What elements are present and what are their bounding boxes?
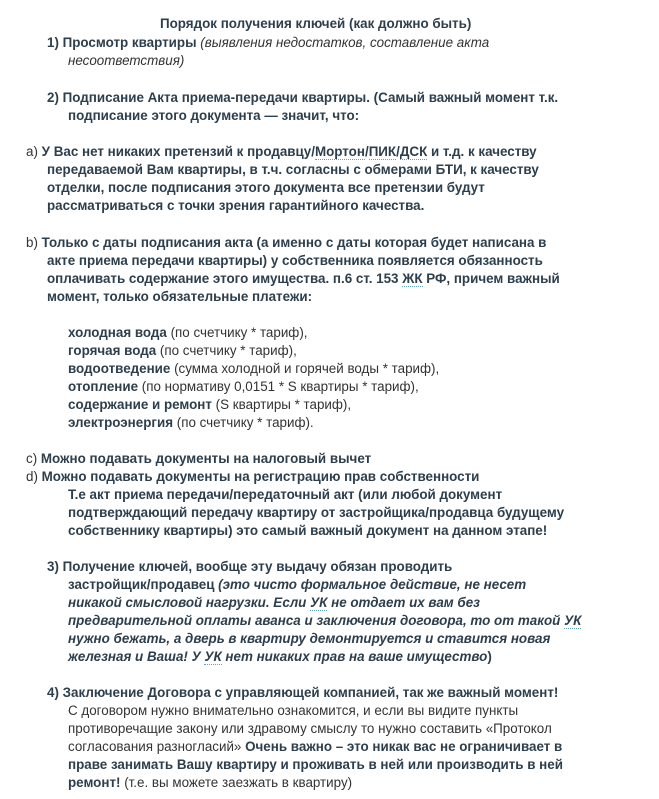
uk-link-3[interactable]: УК bbox=[204, 649, 222, 664]
item-b-line-4: момент, только обязательные платежи: bbox=[47, 289, 313, 304]
step-3-line-3: никакой смысловой нагрузки. Если УК не отдает их вам без bbox=[68, 595, 480, 610]
page-title: Порядок получения ключей (как должно быть) bbox=[160, 16, 472, 31]
item-b-line-3: оплачивать содержание этого имущества. п.6 ст. 153 ЖК РФ, причем важный bbox=[47, 271, 560, 286]
item-b-line-2: акте приема передачи квартиры) у собственника появляется обязанность bbox=[47, 253, 543, 268]
item-b-line-1: b) Только с даты подписания акта (а именно с даты которая будет написана в bbox=[26, 235, 547, 250]
payment-cold-water: холодная вода (по счетчику * тариф), bbox=[68, 325, 308, 340]
item-a-line-3: отделки, после подписания этого документа все претензии будут bbox=[47, 180, 485, 195]
step-2-line-2: подписание этого документа — значит, что: bbox=[68, 108, 360, 123]
item-d-line-1: d) Можно подавать документы на регистрацию прав собственности bbox=[26, 469, 480, 484]
item-d-line-2: Т.е акт приема передачи/передаточный акт (или любой документ bbox=[68, 487, 503, 502]
step-3-line-2: застройщик/продавец (это чисто формальное действие, не несет bbox=[68, 577, 527, 592]
step-4-line-5: праве занимать Вашу квартиру и проживать в ней или производить в ней bbox=[68, 757, 563, 772]
step-3-line-1: 3) Получение ключей, вообще эту выдачу обязан проводить bbox=[47, 559, 453, 574]
step-3-line-6: железная и Ваша! У УК нет никаких прав на ваше имущество) bbox=[68, 649, 492, 664]
step-3-line-4: предварительной оплаты аванса и заключения договора, то от такой УК bbox=[68, 613, 582, 628]
pik-link[interactable]: ПИК bbox=[368, 144, 397, 159]
step-3-line-5: нужно бежать, а дверь в квартиру демонтируется и ставится новая bbox=[68, 631, 551, 646]
item-a-line-1: a) У Вас нет никаких претензий к продавцу/Мортон/ПИК/ДСК и т.д. к качеству bbox=[26, 144, 537, 159]
item-a-line-2: передаваемой Вам квартиры, в т.ч. согласны с обмерами БТИ, к качеству bbox=[47, 162, 539, 177]
item-d-line-3: подтверждающий передачу квартиру от застройщика/продавца будущему bbox=[68, 505, 565, 520]
step-4-line-2: С договором нужно внимательно ознакомится, и если вы видите пункты bbox=[68, 703, 519, 718]
step-1-line-1: 1) Просмотр квартиры (выявления недостатков, составление акта bbox=[47, 35, 490, 50]
step-4-line-1: 4) Заключение Договора с управляющей компанией, так же важный момент! bbox=[47, 685, 559, 700]
payment-heating: отопление (по нормативу 0,0151 * S квартиры * тариф), bbox=[68, 379, 419, 394]
step-4-line-4: согласования разногласий» Очень важно – это никак вас не ограничивает в bbox=[68, 739, 563, 754]
payment-electricity: электроэнергия (по счетчику * тариф). bbox=[68, 415, 314, 430]
item-d-line-4: собственнику квартиры) это самый важный документ на данном этапе! bbox=[68, 523, 548, 538]
item-a-line-4: рассматриваться с точки зрения гарантийного качества. bbox=[47, 198, 425, 213]
step-2-line-1: 2) Подписание Акта приема-передачи квартиры. (Самый важный момент т.к. bbox=[47, 90, 559, 105]
uk-link-1[interactable]: УК bbox=[310, 595, 328, 610]
morton-link[interactable]: Мортон bbox=[314, 144, 365, 159]
item-c: c) Можно подавать документы на налоговый вычет bbox=[26, 451, 372, 466]
payment-maintenance: содержание и ремонт (S квартиры * тариф), bbox=[68, 397, 352, 412]
step-4-line-3: противоречащие закону или здравому смыслу то нужно составить «Протокол bbox=[68, 721, 552, 736]
zk-link[interactable]: ЖК bbox=[402, 271, 423, 286]
step-1-line-2: несоответствия) bbox=[68, 53, 185, 68]
step-4-line-6: ремонт! (т.е. вы можете заезжать в квартиру) bbox=[68, 775, 353, 790]
payment-drainage: водоотведение (сумма холодной и горячей воды * тариф), bbox=[68, 361, 440, 376]
payment-hot-water: горячая вода (по счетчику * тариф), bbox=[68, 343, 297, 358]
uk-link-2[interactable]: УК bbox=[564, 613, 582, 628]
dsk-link[interactable]: ДСК bbox=[399, 144, 428, 159]
